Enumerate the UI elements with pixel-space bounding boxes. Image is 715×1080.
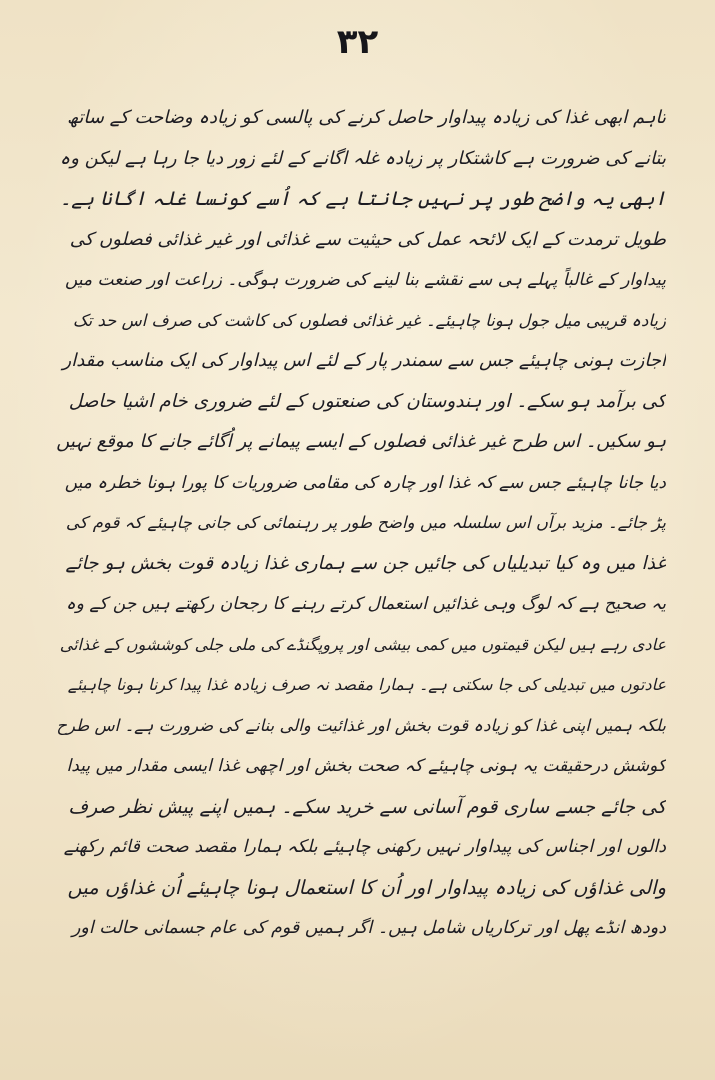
text-line: کوشش درحقیقت یہ ہونی چاہیئے کہ صحت بخش اور اچھی غذا ایسی مقدار میں پیدا	[66, 756, 666, 776]
text-line: طویل ترمدت کے ایک لائحہ عمل کی حیثیت سے غذائی اور غیر غذائی فصلوں کی	[69, 228, 666, 250]
text-line: بتانے کی ضرورت ہے کاشتکار پر زیادہ غلہ اگانے کے لئے زور دیا جا رہا ہے لیکن وہ	[59, 147, 666, 169]
text-line: غذا میں وہ کیا تبدیلیاں کی جائیں جن سے ہماری غذا زیادہ قوت بخش ہو جائے	[65, 552, 666, 574]
text-line: دیا جانا چاہیئے جس سے کہ غذا اور چارہ کی مقامی ضروریات کا پورا ہونا خطرہ میں	[64, 472, 666, 493]
text-line: ہو سکیں۔ اس طرح غیر غذائی فصلوں کے ایسے پیمانے پر اُگائے جانے کا موقع نہیں	[56, 431, 666, 452]
text-line: پیداوار کے غالباً پہلے ہی سے نقشے بنا لینے کی ضرورت ہوگی۔ زراعت اور صنعت میں	[64, 270, 666, 290]
text-line: کی برآمد ہو سکے۔ اور ہندوستان کی صنعتوں کے لئے ضروری خام اشیا حاصل	[68, 390, 666, 412]
text-line: بلکہ ہمیں اپنی غذا کو زیادہ قوت بخش اور غذائیت والی بنانے کی ضرورت ہے۔ اس طرح	[56, 715, 666, 735]
text-line: زیادہ قریبی میل جول ہونا چاہیئے۔ غیر غذائی فصلوں کی کاشت کی صرف اس حد تک	[72, 310, 666, 330]
text-line: پڑ جائے۔ مزید برآں اس سلسلہ میں واضح طور پر رہنمائی کی جانی چاہیئے کہ قوم کی	[65, 513, 666, 532]
text-line: والی غذاؤں کی زیادہ پیداوار اور اُن کا استعمال ہونا چاہیئے اُن غذاؤں میں	[67, 875, 666, 899]
text-line: عادتوں میں تبدیلی کی جا سکتی ہے۔ ہمارا مقصد نہ صرف زیادہ غذا پیدا کرنا ہونا چاہیئے	[67, 675, 666, 694]
text-line: کی جائے جسے ساری قوم آسانی سے خرید سکے۔ ہمیں اپنے پیش نظر صرف	[68, 795, 666, 818]
page-number: ۳۲	[336, 22, 379, 62]
text-line: ابھی یہ واضح طور پر نہیں جانتا ہے کہ اُسے کونسا غلہ اگانا ہے۔	[59, 187, 666, 210]
text-line: اجازت ہونی چاہیئے جس سے سمندر پار کے لئے اس پیداوار کی ایک مناسب مقدار	[62, 350, 666, 371]
text-line: دودھ انڈے پھل اور ترکاریاں شامل ہیں۔ اگر ہمیں قوم کی عام جسمانی حالت اور	[71, 918, 666, 938]
text-line: تاہم ابھی غذا کی زیادہ پیداوار حاصل کرنے کی پالسی کو زیادہ وضاحت کے ساتھ	[66, 107, 666, 128]
page-body-text	[56, 98, 666, 949]
text-line: عادی رہے ہیں لیکن قیمتوں میں کمی بیشی اور پروپگنڈے کی ملی جلی کوششوں کے غذائی	[59, 634, 666, 654]
text-line: یہ صحیح ہے کہ لوگ وہی غذائیں استعمال کرتے رہنے کا رجحان رکھتے ہیں جن کے وہ	[65, 594, 666, 614]
text-line: دالوں اور اجناس کی پیداوار نہیں رکھنی چاہیئے بلکہ ہمارا مقصد صحت قائم رکھنے	[63, 837, 666, 857]
